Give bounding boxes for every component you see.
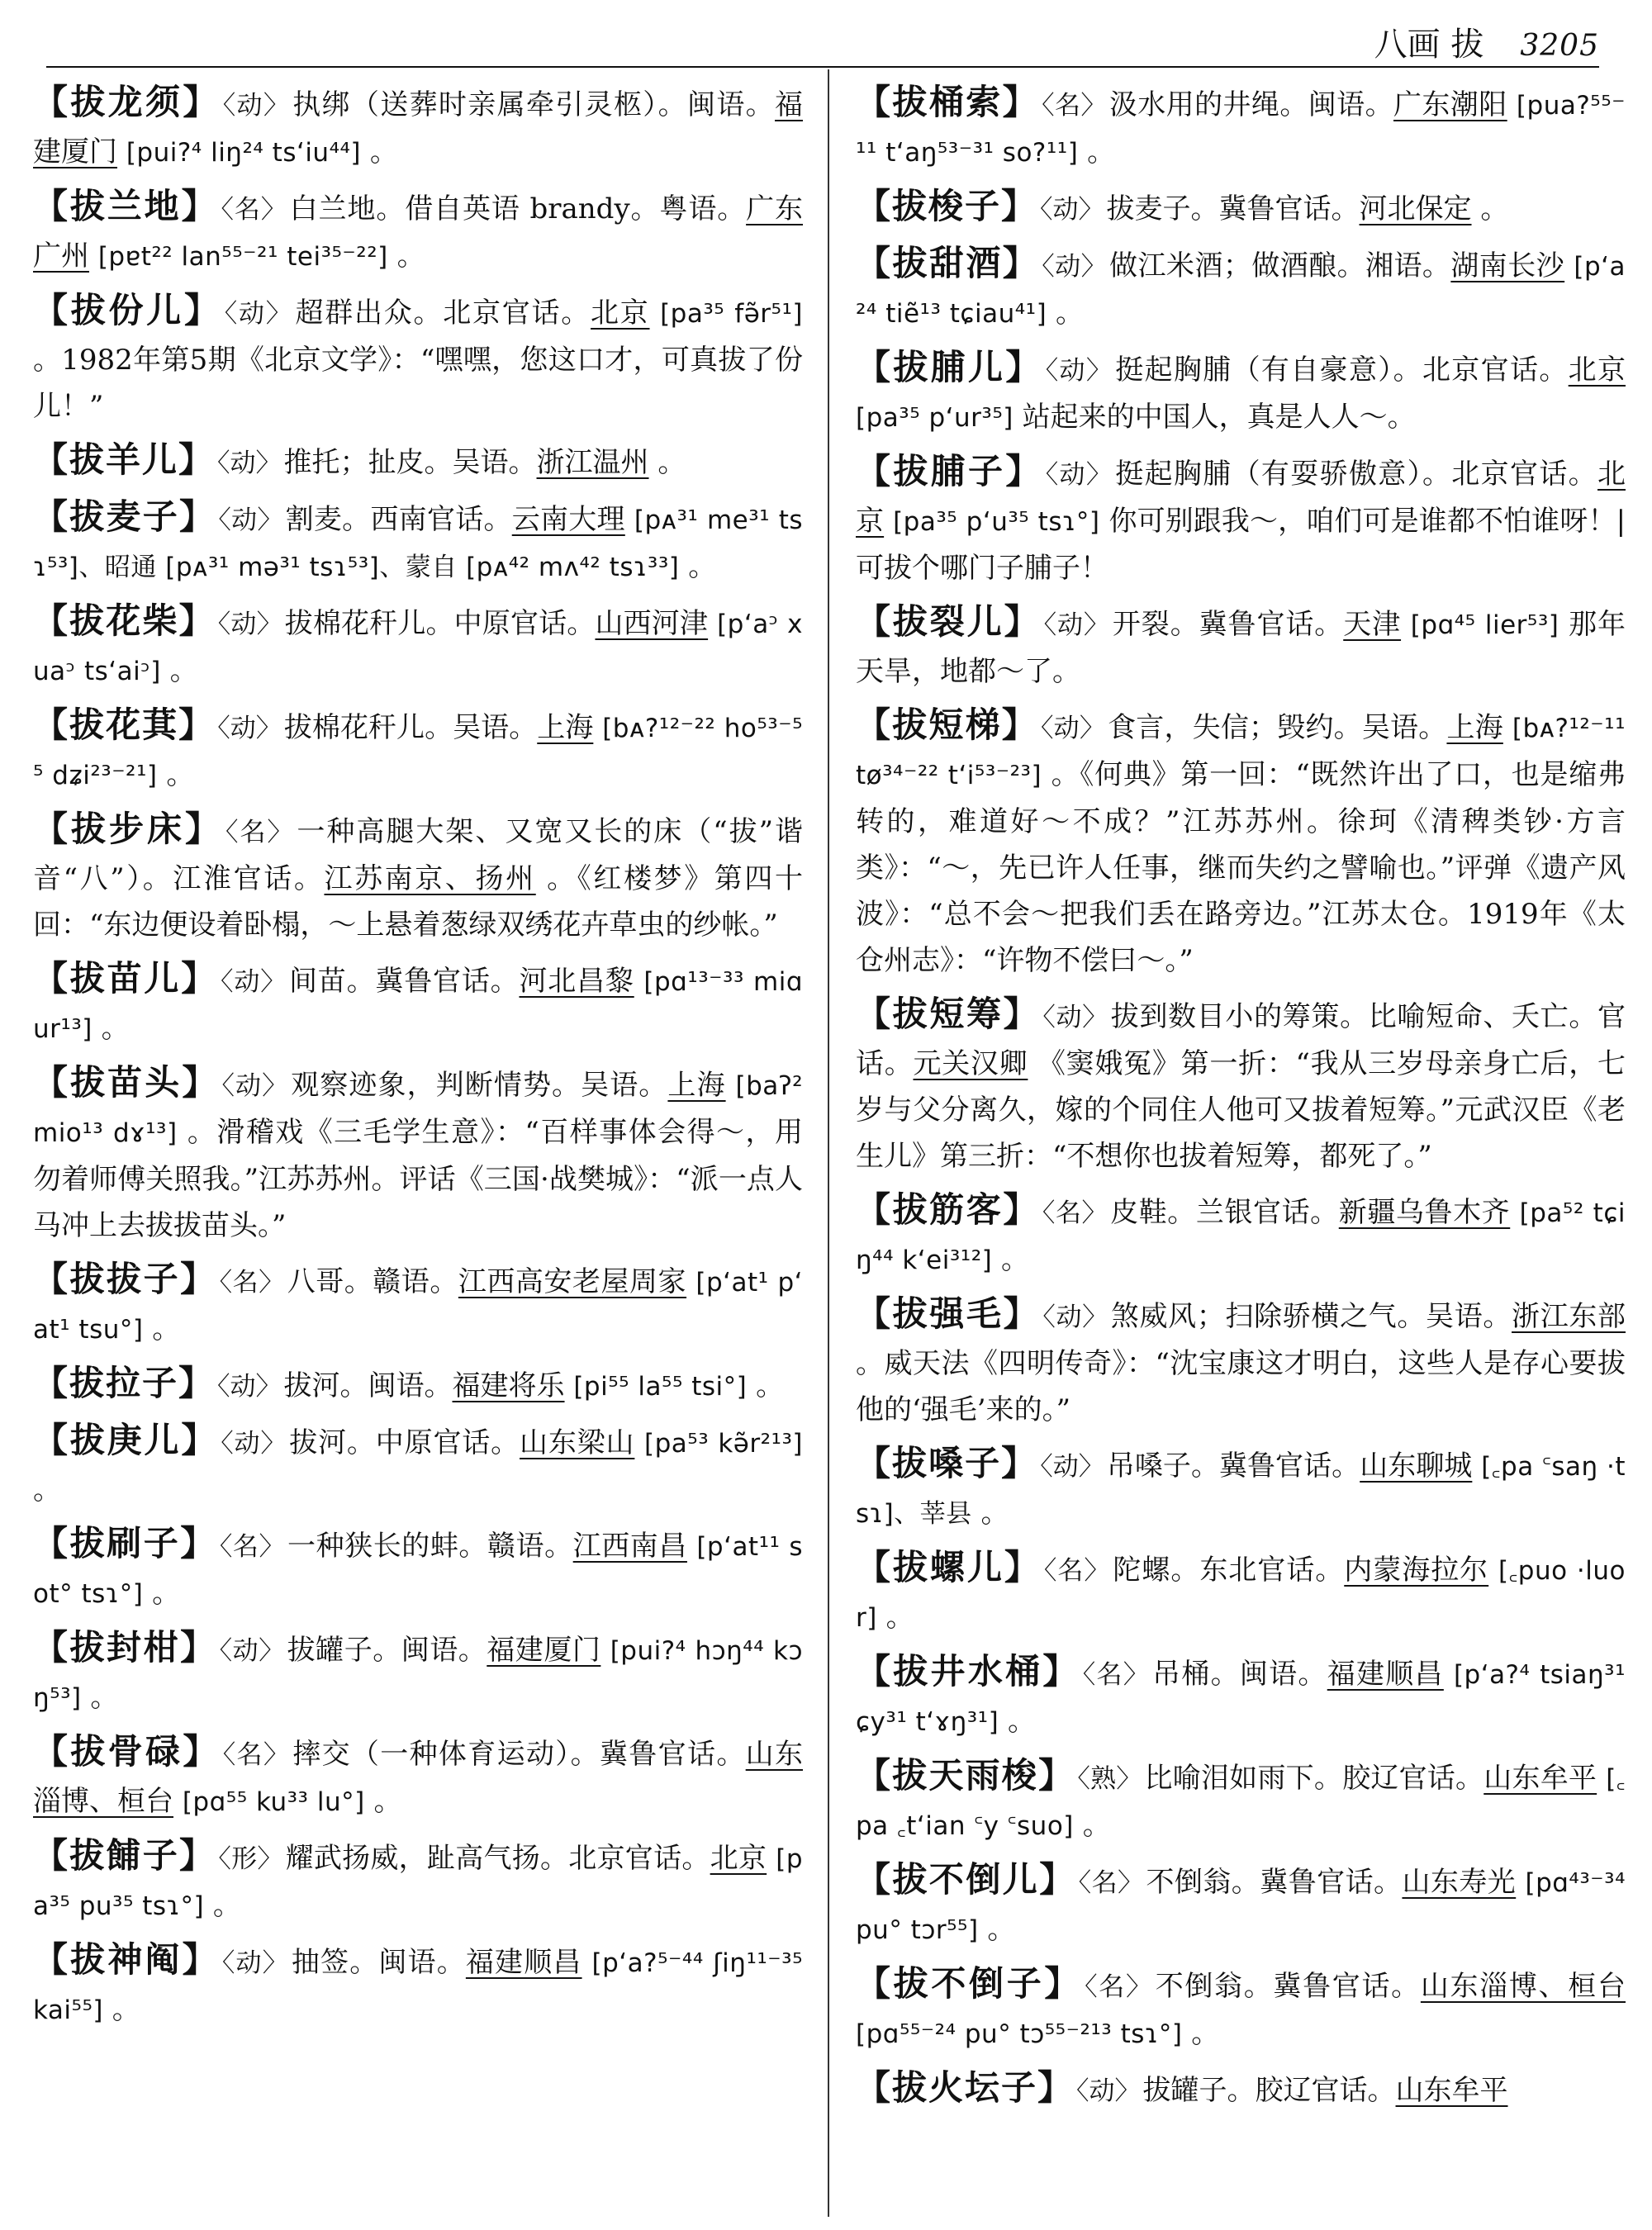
locality: 福建厦门 xyxy=(487,1634,601,1667)
definition: 皮鞋。兰银官话。 xyxy=(1110,1196,1339,1229)
pronunciation: [pɐt²² lan⁵⁵⁻²¹ tei³⁵⁻²²] xyxy=(97,242,388,272)
pronunciation: [bᴀ?¹²⁻²² ho⁵³⁻⁵⁵ dʑi²³⁻²¹] xyxy=(33,714,803,790)
headword: 【拔螺儿】 xyxy=(856,1547,1042,1587)
entry-note: 。 xyxy=(1082,1809,1111,1842)
headword: 【拔天雨梭】 xyxy=(856,1755,1075,1796)
definition: 拔棉花秆儿。中原官话。 xyxy=(284,607,596,640)
locality: 山东牟平 xyxy=(1483,1762,1597,1795)
entry-note: 。 xyxy=(396,240,425,273)
headword: 【拔苗儿】 xyxy=(33,958,219,999)
entry-note: 。 xyxy=(166,758,195,791)
part-of-speech: 〈动〉 xyxy=(1076,2076,1141,2106)
headword: 【拔餔子】 xyxy=(33,1835,216,1876)
entry-note: 。 xyxy=(152,1577,181,1610)
entry-note: 《窦娥冤》第一折：“我从三岁母亲身亡后，七岁与父分离久，嫁的个同住人他可又拔着短筹。”元武汉臣《老生儿》第三折：“不想你也拔着短筹，都死了。” xyxy=(856,1047,1626,1173)
definition: 拔到数目小的筹策。比喻短命、夭亡。官话。 xyxy=(856,1000,1626,1080)
definition: 执绑（送葬时亲属牵引灵柩）。闽语。 xyxy=(292,88,776,121)
dictionary-entry xyxy=(33,1937,803,2033)
part-of-speech: 〈名〉 xyxy=(222,1740,291,1770)
definition: 耀武扬威，趾高气扬。北京官话。 xyxy=(285,1842,710,1875)
locality: 江苏南京、扬州 xyxy=(324,862,536,895)
dictionary-entry xyxy=(33,1417,803,1513)
locality: 广东潮阳 xyxy=(1393,88,1507,121)
part-of-speech: 〈动〉 xyxy=(217,448,282,478)
part-of-speech: 〈名〉 xyxy=(219,1268,285,1298)
locality: 山东牟平 xyxy=(1395,2074,1508,2107)
definition: 摔交（一种体育运动）。冀鲁官话。 xyxy=(292,1738,746,1771)
header-rule xyxy=(46,66,1599,68)
dictionary-entry xyxy=(856,1187,1626,1283)
dictionary-entry xyxy=(856,1544,1626,1641)
definition: 白兰地。借自英语 brandy。粤语。 xyxy=(289,192,747,225)
dictionary-entry xyxy=(33,79,803,176)
pronunciation: [pɑ⁴³⁻³⁴ pu° tɔr⁵⁵] xyxy=(856,1868,1626,1945)
part-of-speech: 〈动〉 xyxy=(217,714,282,743)
entry-note: 。 xyxy=(1001,1243,1030,1276)
definition: 陀螺。东北官话。 xyxy=(1113,1554,1345,1587)
dictionary-entry xyxy=(856,1857,1626,1953)
dictionary-entry xyxy=(33,494,803,591)
headword: 【拔梭子】 xyxy=(856,186,1038,226)
dictionary-entry xyxy=(856,702,1626,984)
locality: 广东广州 xyxy=(33,192,803,273)
headword: 【拔短筹】 xyxy=(856,994,1041,1034)
definition: 食言，失信；毁约。吴语。 xyxy=(1108,711,1447,744)
part-of-speech: 〈动〉 xyxy=(221,1429,287,1459)
part-of-speech: 〈动〉 xyxy=(1042,252,1108,282)
definition: 煞威风；扫除骄横之气。吴语。 xyxy=(1110,1300,1512,1333)
entry-note: 。 xyxy=(369,135,398,168)
locality: 山东淄博、桓台 xyxy=(1420,1970,1626,2003)
headword: 【拔骨碌】 xyxy=(33,1731,221,1772)
column-divider xyxy=(828,69,829,2217)
part-of-speech: 〈名〉 xyxy=(219,1532,286,1562)
headword: 【拔火坛子】 xyxy=(856,2067,1075,2108)
entry-note: 。 xyxy=(987,1913,1016,1946)
locality: 山东梁山 xyxy=(520,1426,635,1459)
pronunciation: [pʻa²⁴ tiẽ¹³ tɕiau⁴¹] xyxy=(856,252,1626,329)
dictionary-entry xyxy=(33,1360,803,1410)
part-of-speech: 〈名〉 xyxy=(1082,1660,1151,1690)
part-of-speech: 〈动〉 xyxy=(1045,356,1113,386)
headword: 【拔花萁】 xyxy=(33,705,216,745)
headword: 【拔井水桶】 xyxy=(856,1651,1080,1691)
definition: 拔河。中原官话。 xyxy=(289,1426,520,1459)
locality: 河北昌黎 xyxy=(519,965,634,998)
headword: 【拔不倒子】 xyxy=(856,1963,1083,2004)
entry-note: 。威天法《四明传奇》：“沈宝康这才明白，这些人是存心要拔他的‘强毛’来的。” xyxy=(856,1347,1626,1426)
headword: 【拔兰地】 xyxy=(33,186,219,226)
right-column xyxy=(856,79,1626,2218)
dictionary-entry xyxy=(856,1961,1626,2057)
definition: 超群出众。北京官话。 xyxy=(295,297,591,330)
pronunciation: [pa³⁵ fə̃r⁵¹] xyxy=(660,299,803,329)
entry-note: 站起来的中国人，真是人人～。 xyxy=(1022,401,1416,434)
locality: 北京 xyxy=(1568,353,1626,387)
headword: 【拔花柴】 xyxy=(33,600,216,641)
definition: 拔麦子。冀鲁官话。 xyxy=(1106,192,1360,225)
locality: 北京 xyxy=(710,1842,767,1875)
dictionary-entry xyxy=(856,183,1626,233)
headword: 【拔脯儿】 xyxy=(856,347,1043,387)
headword: 【拔裂儿】 xyxy=(856,601,1042,642)
entry-note: 。 xyxy=(152,1312,181,1345)
definition: 做江米酒；做酒酿。湘语。 xyxy=(1109,249,1451,282)
part-of-speech: 〈动〉 xyxy=(1045,460,1113,490)
part-of-speech: 〈动〉 xyxy=(219,1636,285,1666)
entry-note: 。 xyxy=(1480,192,1509,225)
entry-note: 。 xyxy=(980,1497,1009,1530)
dictionary-entry xyxy=(33,1625,803,1721)
pronunciation: [꜀pa ꜂saŋ ·tsɿ]、莘县 xyxy=(856,1452,1626,1529)
pronunciation: [pa³⁵ pʻur³⁵] xyxy=(856,403,1014,433)
entry-note: 。 xyxy=(756,1369,785,1402)
part-of-speech: 〈动〉 xyxy=(217,610,282,639)
dictionary-entry xyxy=(33,437,803,486)
entry-note: 。 xyxy=(33,1473,61,1506)
dictionary-entry xyxy=(856,1753,1626,1849)
dictionary-entry xyxy=(856,344,1626,441)
pronunciation: [pua?⁵⁵⁻¹¹ tʻaŋ⁵³⁻³¹ so?¹¹] xyxy=(856,91,1626,168)
dictionary-entry xyxy=(856,599,1626,695)
part-of-speech: 〈动〉 xyxy=(221,967,287,997)
part-of-speech: 〈动〉 xyxy=(1040,195,1104,225)
dictionary-entry xyxy=(856,79,1626,176)
definition: 一种高腿大架、又宽又长的床（“拔”谐音“八”）。江淮官话。 xyxy=(33,815,803,895)
pronunciation: [pɑ¹³⁻³³ miɑur¹³] xyxy=(33,967,803,1044)
dictionary-entry xyxy=(856,2065,1626,2114)
entry-note: 。 xyxy=(1087,135,1116,168)
headword: 【拔份儿】 xyxy=(33,290,222,330)
headword: 【拔庚儿】 xyxy=(33,1420,219,1460)
definition: 割麦。西南官话。 xyxy=(285,503,512,536)
locality: 江西高安老屋周家 xyxy=(458,1265,687,1298)
entry-note: 。《红楼梦》第四十回：“东边便设着卧榻，～上悬着葱绿双绣花卉草虫的纱帐。” xyxy=(33,862,803,942)
locality: 山西河津 xyxy=(595,607,709,640)
locality: 江西南昌 xyxy=(572,1530,687,1563)
definition: 拔罐子。闽语。 xyxy=(287,1634,487,1667)
locality: 浙江东部 xyxy=(1512,1300,1626,1333)
pronunciation: [꜀pa ꜀tʻian ꜂y ꜂suo] xyxy=(856,1764,1626,1841)
pronunciation: [pʻa?⁵⁻⁴⁴ ʃiŋ¹¹⁻³⁵ kai⁵⁵] xyxy=(33,1948,803,2025)
entry-note: 。 xyxy=(169,654,198,687)
pronunciation: [pui?⁴ hɔŋ⁴⁴ kɔŋ⁵³] xyxy=(33,1636,803,1713)
part-of-speech: 〈名〉 xyxy=(1042,1198,1108,1228)
part-of-speech: 〈名〉 xyxy=(221,195,287,225)
locality: 山东聊城 xyxy=(1360,1450,1473,1483)
definition: 拔罐子。胶辽官话。 xyxy=(1142,2074,1396,2107)
pronunciation: [bᴀ?¹²⁻¹¹ tø³⁴⁻²² tʻi⁵³⁻²³] xyxy=(856,714,1626,790)
pronunciation: [pʻat¹¹ sot° tsɿ°] xyxy=(33,1532,803,1609)
dictionary-entry xyxy=(33,598,803,695)
pronunciation: [pɑ⁵⁵ ku³³ lu°] xyxy=(182,1787,365,1817)
definition: 挺起胸脯（有自豪意）。北京官话。 xyxy=(1115,353,1569,387)
definition: 八哥。赣语。 xyxy=(287,1265,458,1298)
definition: 吊桶。闽语。 xyxy=(1152,1658,1327,1691)
entry-note: 。 xyxy=(1007,1705,1036,1738)
pronunciation: [pi⁵⁵ la⁵⁵ tsi°] xyxy=(573,1372,748,1402)
dictionary-entry xyxy=(33,702,803,799)
pronunciation: [pᴀ³¹ me³¹ tsɿ⁵³]、昭通 [pᴀ³¹ mə³¹ tsɿ⁵³]、蒙自 [pᴀ⁴² mʌ⁴² tsɿ³³] xyxy=(33,505,803,582)
entry-note: 。 xyxy=(112,1993,140,2026)
dictionary-entry xyxy=(856,1440,1626,1537)
locality: 上海 xyxy=(667,1069,726,1102)
locality: 河北保定 xyxy=(1359,192,1472,225)
part-of-speech: 〈动〉 xyxy=(1040,1452,1104,1482)
pronunciation: [pʻat¹ pʻat¹ tsu°] xyxy=(33,1268,803,1345)
dictionary-entry xyxy=(856,1291,1626,1433)
page-number: 3205 xyxy=(1520,29,1599,63)
entry-note: 。 xyxy=(885,1601,914,1634)
entry-note: 你可别跟我～，咱们可是谁都不怕谁呀！|可拔个哪门子脯子！ xyxy=(856,505,1626,585)
entry-note: 。 xyxy=(1055,297,1084,330)
locality: 福建顺昌 xyxy=(1327,1658,1444,1691)
part-of-speech: 〈名〉 xyxy=(225,818,295,847)
headword: 【拔龙须】 xyxy=(33,82,221,122)
entry-note: 那年天旱，地都～了。 xyxy=(856,608,1626,688)
pronunciation: [pa⁵² tɕiŋ⁴⁴ kʻei³¹²] xyxy=(856,1198,1626,1275)
definition: 间苗。冀鲁官话。 xyxy=(288,965,520,998)
definition: 抽签。闽语。 xyxy=(291,1946,466,1979)
part-of-speech: 〈动〉 xyxy=(1040,714,1106,743)
headword: 【拔神阄】 xyxy=(33,1939,220,1980)
entry-note: 。滑稽戏《三毛学生意》：“百样事体会得～，用勿着师傅关照我。”江苏苏州。评话《三国·战樊城》：“派一点人马冲上去拔拔苗头。” xyxy=(33,1116,803,1242)
dictionary-entry xyxy=(33,287,803,429)
dictionary-entry xyxy=(856,1649,1626,1745)
headword: 【拔桶索】 xyxy=(856,82,1040,122)
headword: 【拔嗓子】 xyxy=(856,1443,1038,1483)
part-of-speech: 〈熟〉 xyxy=(1077,1764,1142,1794)
definition: 不倒翁。冀鲁官话。 xyxy=(1155,1970,1421,2003)
part-of-speech: 〈动〉 xyxy=(1042,1302,1108,1332)
locality: 上海 xyxy=(537,711,594,744)
locality: 福建顺昌 xyxy=(465,1946,582,1979)
locality: 湖南长沙 xyxy=(1450,249,1565,282)
locality: 云南大理 xyxy=(511,503,625,536)
definition: 推托；扯皮。吴语。 xyxy=(283,446,537,479)
running-head-title: 八画 拔 xyxy=(1374,26,1484,64)
locality: 福建厦门 xyxy=(33,88,803,168)
dictionary-entry xyxy=(33,1833,803,1929)
entry-note: 。 xyxy=(657,446,686,479)
pronunciation: [꜀puo ·luor] xyxy=(856,1556,1626,1633)
definition: 不倒翁。冀鲁官话。 xyxy=(1146,1866,1403,1899)
definition: 挺起胸脯（有耍骄傲意）。北京官话。 xyxy=(1115,458,1598,491)
dictionary-entry xyxy=(856,991,1626,1179)
definition: 汲水用的井绳。闽语。 xyxy=(1108,88,1394,121)
headword: 【拔脯子】 xyxy=(856,451,1043,491)
headword: 【拔甜酒】 xyxy=(856,243,1040,283)
locality: 内蒙海拉尔 xyxy=(1344,1554,1489,1587)
headword: 【拔刷子】 xyxy=(33,1523,217,1563)
part-of-speech: 〈动〉 xyxy=(217,1372,282,1402)
headword: 【拔拔子】 xyxy=(33,1259,217,1299)
headword: 【拔羊儿】 xyxy=(33,439,216,480)
pronunciation: [pʻaᵓ xuaᵓ tsʻaiᵓ] xyxy=(33,610,803,686)
pronunciation: [pʻa?⁴ tsiaŋ³¹ ɕy³¹ tʻɤŋ³¹] xyxy=(856,1660,1626,1737)
pronunciation: [baʔ² mio¹³ dɤ¹³] xyxy=(33,1071,803,1148)
entry-note: 。 xyxy=(101,1012,130,1045)
headword: 【拔苗头】 xyxy=(33,1062,220,1103)
definition: 吊嗓子。冀鲁官话。 xyxy=(1106,1450,1360,1483)
definition: 比喻泪如雨下。胶辽官话。 xyxy=(1144,1762,1484,1795)
definition: 一种狭长的蚌。赣语。 xyxy=(287,1530,573,1563)
locality: 上海 xyxy=(1446,711,1503,744)
entry-note: 。 xyxy=(212,1889,241,1922)
dictionary-entry xyxy=(33,183,803,280)
dictionary-entry xyxy=(856,448,1626,591)
locality: 山东寿光 xyxy=(1402,1866,1517,1899)
part-of-speech: 〈名〉 xyxy=(1078,1868,1144,1898)
dictionary-entry xyxy=(33,1060,803,1249)
part-of-speech: 〈动〉 xyxy=(221,1948,289,1978)
pronunciation: [pɑ⁴⁵ lier⁵³] xyxy=(1410,610,1559,640)
part-of-speech: 〈动〉 xyxy=(222,91,291,121)
headword: 【拔封柑】 xyxy=(33,1627,217,1668)
locality: 北京 xyxy=(591,297,650,330)
left-column xyxy=(33,79,803,2218)
dictionary-entry xyxy=(856,240,1626,337)
headword: 【拔筋客】 xyxy=(856,1189,1040,1230)
part-of-speech: 〈名〉 xyxy=(1085,1972,1153,2002)
part-of-speech: 〈形〉 xyxy=(218,1844,283,1874)
pronunciation: [pa⁵³ kə̃r²¹³] xyxy=(644,1429,803,1459)
headword: 【拔步床】 xyxy=(33,809,223,849)
part-of-speech: 〈名〉 xyxy=(1042,91,1107,121)
definition: 拔棉花秆儿。吴语。 xyxy=(283,711,538,744)
running-head xyxy=(1021,18,1599,64)
part-of-speech: 〈名〉 xyxy=(1043,1556,1111,1586)
dictionary-entry xyxy=(33,806,803,948)
headword: 【拔麦子】 xyxy=(33,496,216,537)
definition: 拔河。闽语。 xyxy=(283,1369,453,1402)
entry-note: 。 xyxy=(373,1785,402,1818)
locality: 福建将乐 xyxy=(452,1369,565,1402)
dictionary-entry xyxy=(33,956,803,1052)
entry-note: 。 xyxy=(90,1681,119,1714)
locality: 浙江温州 xyxy=(536,446,649,479)
locality: 北京 xyxy=(856,458,1626,538)
locality: 山东淄博、桓台 xyxy=(33,1738,803,1818)
pronunciation: [pa³⁵ pu³⁵ tsɿ°] xyxy=(33,1844,803,1921)
headword: 【拔拉子】 xyxy=(33,1363,216,1403)
locality: 新疆乌鲁木齐 xyxy=(1338,1196,1511,1229)
entry-note: 。 xyxy=(1191,2017,1220,2050)
dictionary-entry xyxy=(33,1521,803,1617)
part-of-speech: 〈动〉 xyxy=(218,505,283,535)
pronunciation: [pɑ⁵⁵⁻²⁴ pu° tɔ⁵⁵⁻²¹³ tsɿ°] xyxy=(856,2019,1183,2049)
pronunciation: [pui?⁴ liŋ²⁴ tsʻiu⁴⁴] xyxy=(126,138,362,168)
headword: 【拔强毛】 xyxy=(856,1293,1041,1334)
part-of-speech: 〈动〉 xyxy=(1042,1003,1108,1032)
dictionary-entry xyxy=(33,1729,803,1825)
entry-note: 。1982年第5期《北京文学》：“嘿嘿，您这口才，可真拔了份儿！” xyxy=(33,344,803,423)
headword: 【拔不倒儿】 xyxy=(856,1859,1076,1900)
pronunciation: [pa³⁵ pʻu³⁵ tsɿ°] xyxy=(893,507,1100,537)
part-of-speech: 〈动〉 xyxy=(224,299,293,329)
definition: 开裂。冀鲁官话。 xyxy=(1112,608,1344,641)
definition: 观察迹象，判断情势。吴语。 xyxy=(291,1069,668,1102)
locality: 元关汉卿 xyxy=(913,1047,1028,1080)
part-of-speech: 〈动〉 xyxy=(221,1071,289,1101)
locality: 天津 xyxy=(1343,608,1402,641)
part-of-speech: 〈动〉 xyxy=(1043,610,1110,640)
entry-note: 。 xyxy=(688,550,717,583)
headword: 【拔短梯】 xyxy=(856,705,1038,745)
dictionary-entry xyxy=(33,1256,803,1353)
entry-note: 。《何典》第一回：“既然许出了口，也是缩弗转的，难道好～不成？”江苏苏州。徐珂《清稗类钞·方言类》：“～，先已许人任事，继而失约之譬喻也。”评弹《遗产风波》：“总不会～把我们丢在路旁边。”江苏太仓。1919年《太仓州志》：“许物不偿曰～。” xyxy=(856,758,1626,977)
